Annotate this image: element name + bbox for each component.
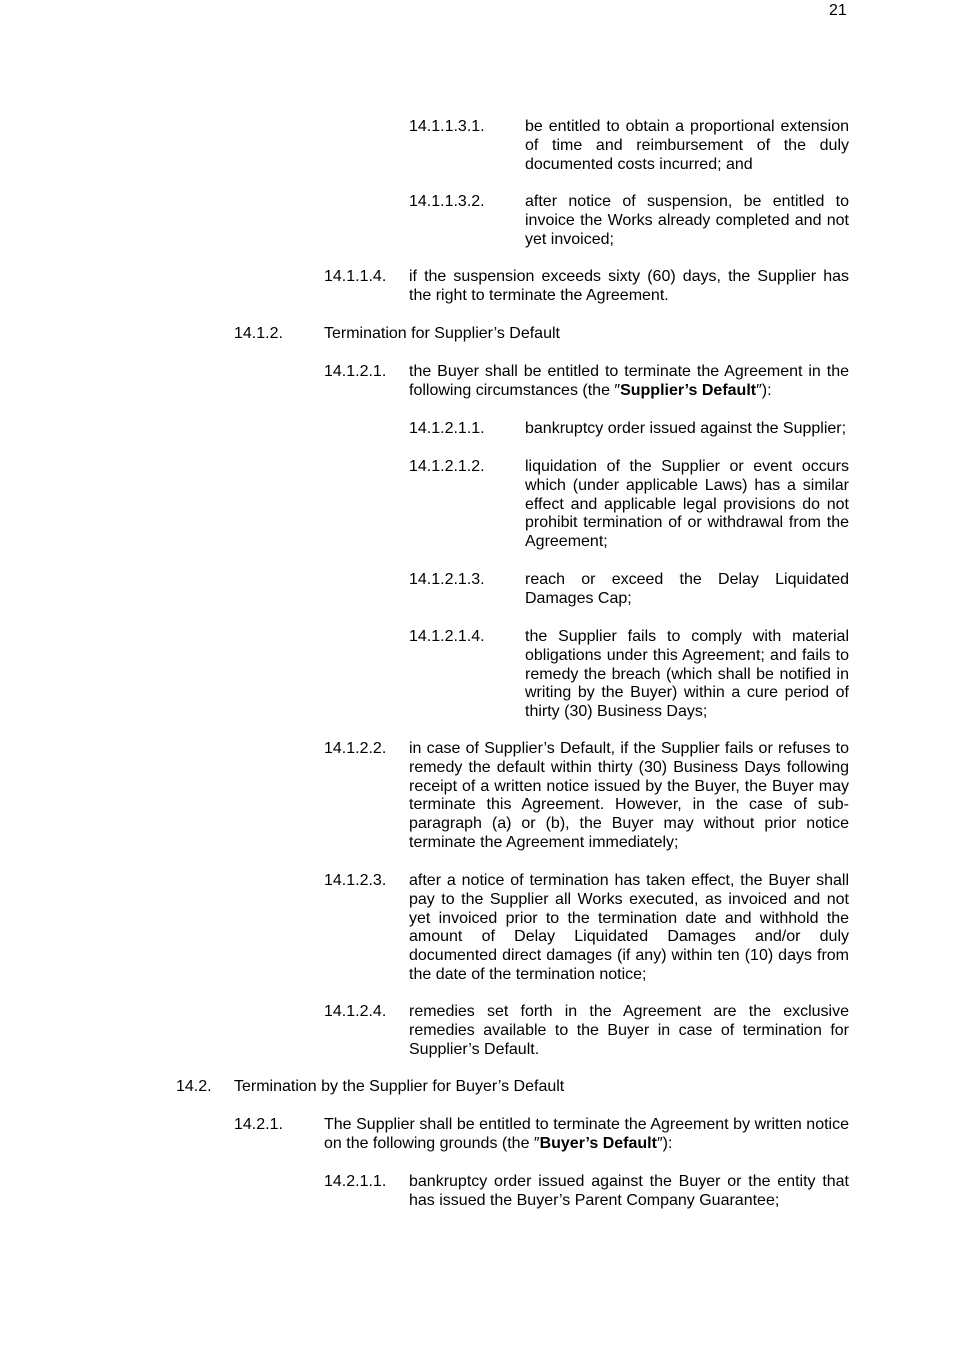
clause-text: liquidation of the Supplier or event occurs which (under applicable Laws) has a similar effect and applicable legal provisions do not prohibit termination of or withdrawal from the Agreement; [525,458,849,550]
text-part: ″): [756,381,772,399]
clause-number: 14.1.1.3.1. [409,118,485,135]
clause-number: 14.1.2.4. [324,1003,387,1020]
defined-term: Supplier’s Default [620,381,757,399]
clause-text: if the suspension exceeds sixty (60) days, the Supplier has the right to terminate the Agreement. [409,268,849,304]
clause-number: 14.1.2.2. [324,740,387,757]
clause-number: 14.1.2.1.1. [409,420,485,437]
clause-number: 14.1.2.3. [324,872,387,889]
clause-number: 14.1.2.1.3. [409,571,485,588]
clause-number: 14.1.2. [234,325,283,342]
heading-text: Termination by the Supplier for Buyer’s Default [234,1078,565,1095]
clause-number: 14.2.1.1. [324,1173,387,1190]
clause-text: after a notice of termination has taken effect, the Buyer shall pay to the Supplier all Works executed, as invoiced and not yet invoiced prior to the termination date and withhold the amount of Delay Liquidated Damages and/or duly documented direct damages (if any) within ten (10) days from the date of the termination notice; [409,872,849,983]
clause-text: in case of Supplier’s Default, if the Supplier fails or refuses to remedy the default within thirty (30) Business Days following receipt of a written notice issued by the Buyer, the Buyer may terminate this Agreement. However, in the case of sub-paragraph (a) or (b), the Buyer may without prior notice terminate the Agreement immediately; [409,740,849,851]
text-part: the Buyer shall be entitled to terminate the Agreement in the following circumstances (the ″ [409,363,849,399]
clause-text [324,1116,849,1154]
heading-text: Termination for Supplier’s Default [324,325,560,342]
clause-number: 14.2. [176,1078,212,1095]
clause-text: bankruptcy order issued against the Buyer or the entity that has issued the Buyer’s Parent Company Guarantee; [409,1173,849,1209]
clause-number: 14.1.2.1.4. [409,628,485,645]
clause-number: 14.1.2.1. [324,363,387,380]
clause-number: 14.1.2.1.2. [409,458,485,475]
defined-term: Buyer’s Default [539,1134,657,1152]
clause-text: remedies set forth in the Agreement are the exclusive remedies available to the Buyer in case of termination for Supplier’s Default. [409,1003,849,1058]
clause-number: 14.1.1.4. [324,268,387,285]
clause-text: reach or exceed the Delay Liquidated Damages Cap; [525,571,849,607]
clause-number: 14.1.1.3.2. [409,193,485,210]
clause-number: 14.2.1. [234,1116,283,1133]
text-part: ″): [656,1134,673,1152]
clause-text [409,363,849,401]
text-part: The Supplier shall be entitled to terminate the Agreement by written notice on the following grounds (the ″ [324,1116,849,1152]
clause-text: bankruptcy order issued against the Supplier; [525,420,847,437]
clause-text: the Supplier fails to comply with material obligations under this Agreement; and fails to remedy the breach (which shall be notified in writing by the Buyer) within a cure period of thirty (30) Business Days; [525,628,849,720]
page-number: 21 [829,2,847,19]
clause-text: be entitled to obtain a proportional extension of time and reimbursement of the duly documented costs incurred; and [525,118,849,173]
clause-text: after notice of suspension, be entitled to invoice the Works already completed and not yet invoiced; [525,193,849,248]
